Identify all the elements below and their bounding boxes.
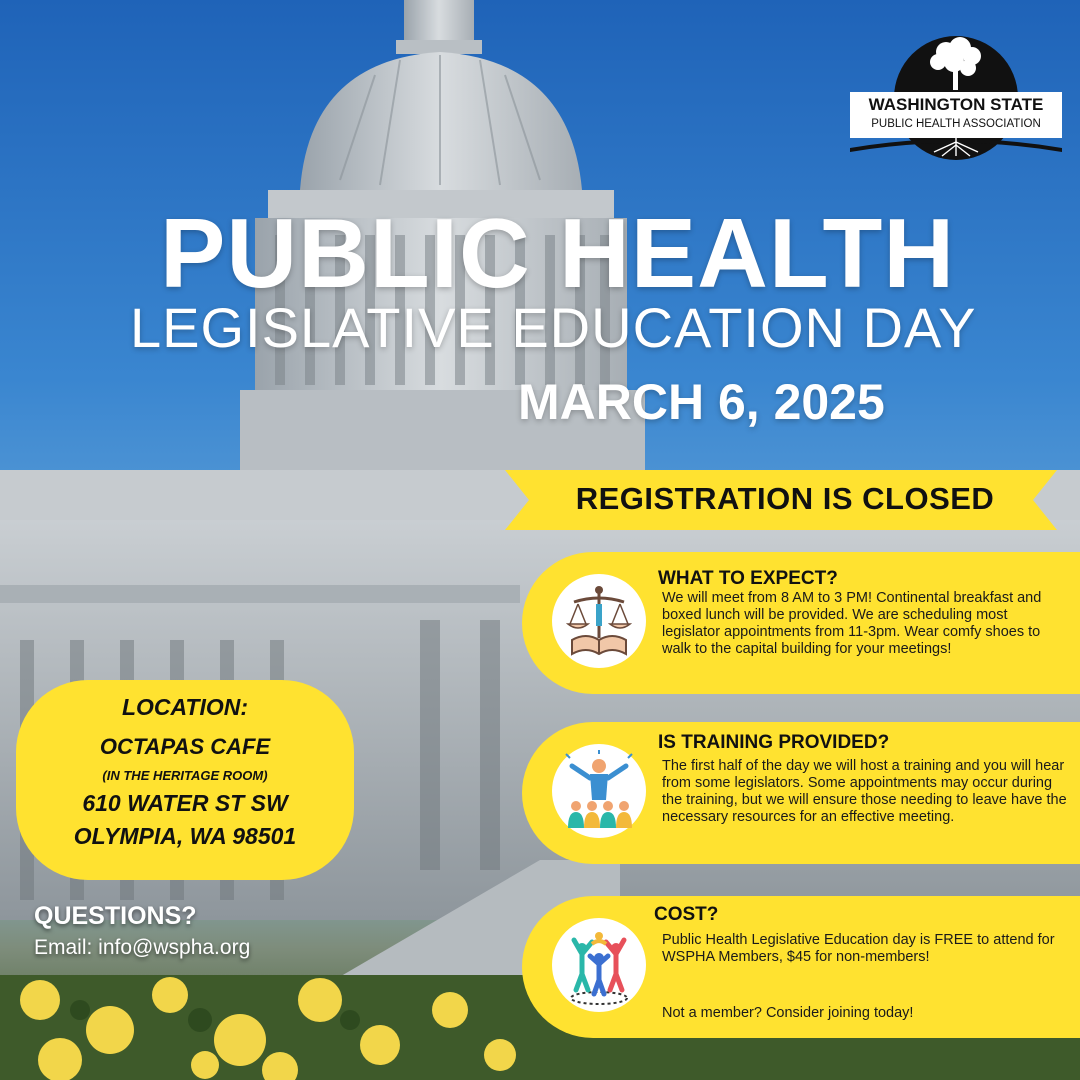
location-box [16,680,354,880]
community-people-icon [552,918,646,1012]
logo-line-2: PUBLIC HEALTH ASSOCIATION [871,118,1041,130]
cost-heading: COST? [654,904,719,925]
training-heading: IS TRAINING PROVIDED? [658,732,890,753]
venue-city: OLYMPIA, WA 98501 [73,823,297,849]
venue-room: (IN THE HERITAGE ROOM) [102,768,268,783]
questions-label: QUESTIONS? [34,902,197,930]
what-to-expect-text: We will meet from 8 AM to 3 PM! Continental breakfast and boxed lunch will be provided. We are scheduling most legislator appointments from 11-3pm. Wear comfy shoes to walk to the capital building for your meetings! [662,590,1042,657]
cost-card [522,896,1080,1038]
training-card [522,722,1080,864]
venue-name: OCTAPAS CAFE [99,734,271,759]
venue-street: 610 WATER ST SW [82,790,288,816]
logo-line-1: WASHINGTON STATE [868,95,1044,114]
membership-note: Not a member? Consider joining today! [662,1005,914,1021]
training-text: The first half of the day we will host a training and you will hear from some legislators. Some appointments may occur during the training, but we will ensure those needing to leave have the necessary resources for an effective meeting. [662,758,1067,825]
what-to-expect-card [522,552,1080,694]
registration-status: REGISTRATION IS CLOSED [575,481,995,516]
event-date: MARCH 6, 2025 [518,374,885,430]
scales-book-icon [552,574,646,668]
title-line-1: PUBLIC HEALTH [160,198,956,308]
contact-email[interactable]: Email: info@wspha.org [34,936,251,959]
title-line-2: LEGISLATIVE EDUCATION DAY [130,296,977,359]
wspha-logo [850,30,1062,165]
registration-banner [505,468,1057,532]
location-label: LOCATION: [121,694,249,720]
what-to-expect-heading: WHAT TO EXPECT? [658,568,838,589]
speaker-audience-icon [552,744,646,838]
cost-text: Public Health Legislative Education day is FREE to attend for WSPHA Members, $45 for non-members! [662,932,1055,965]
